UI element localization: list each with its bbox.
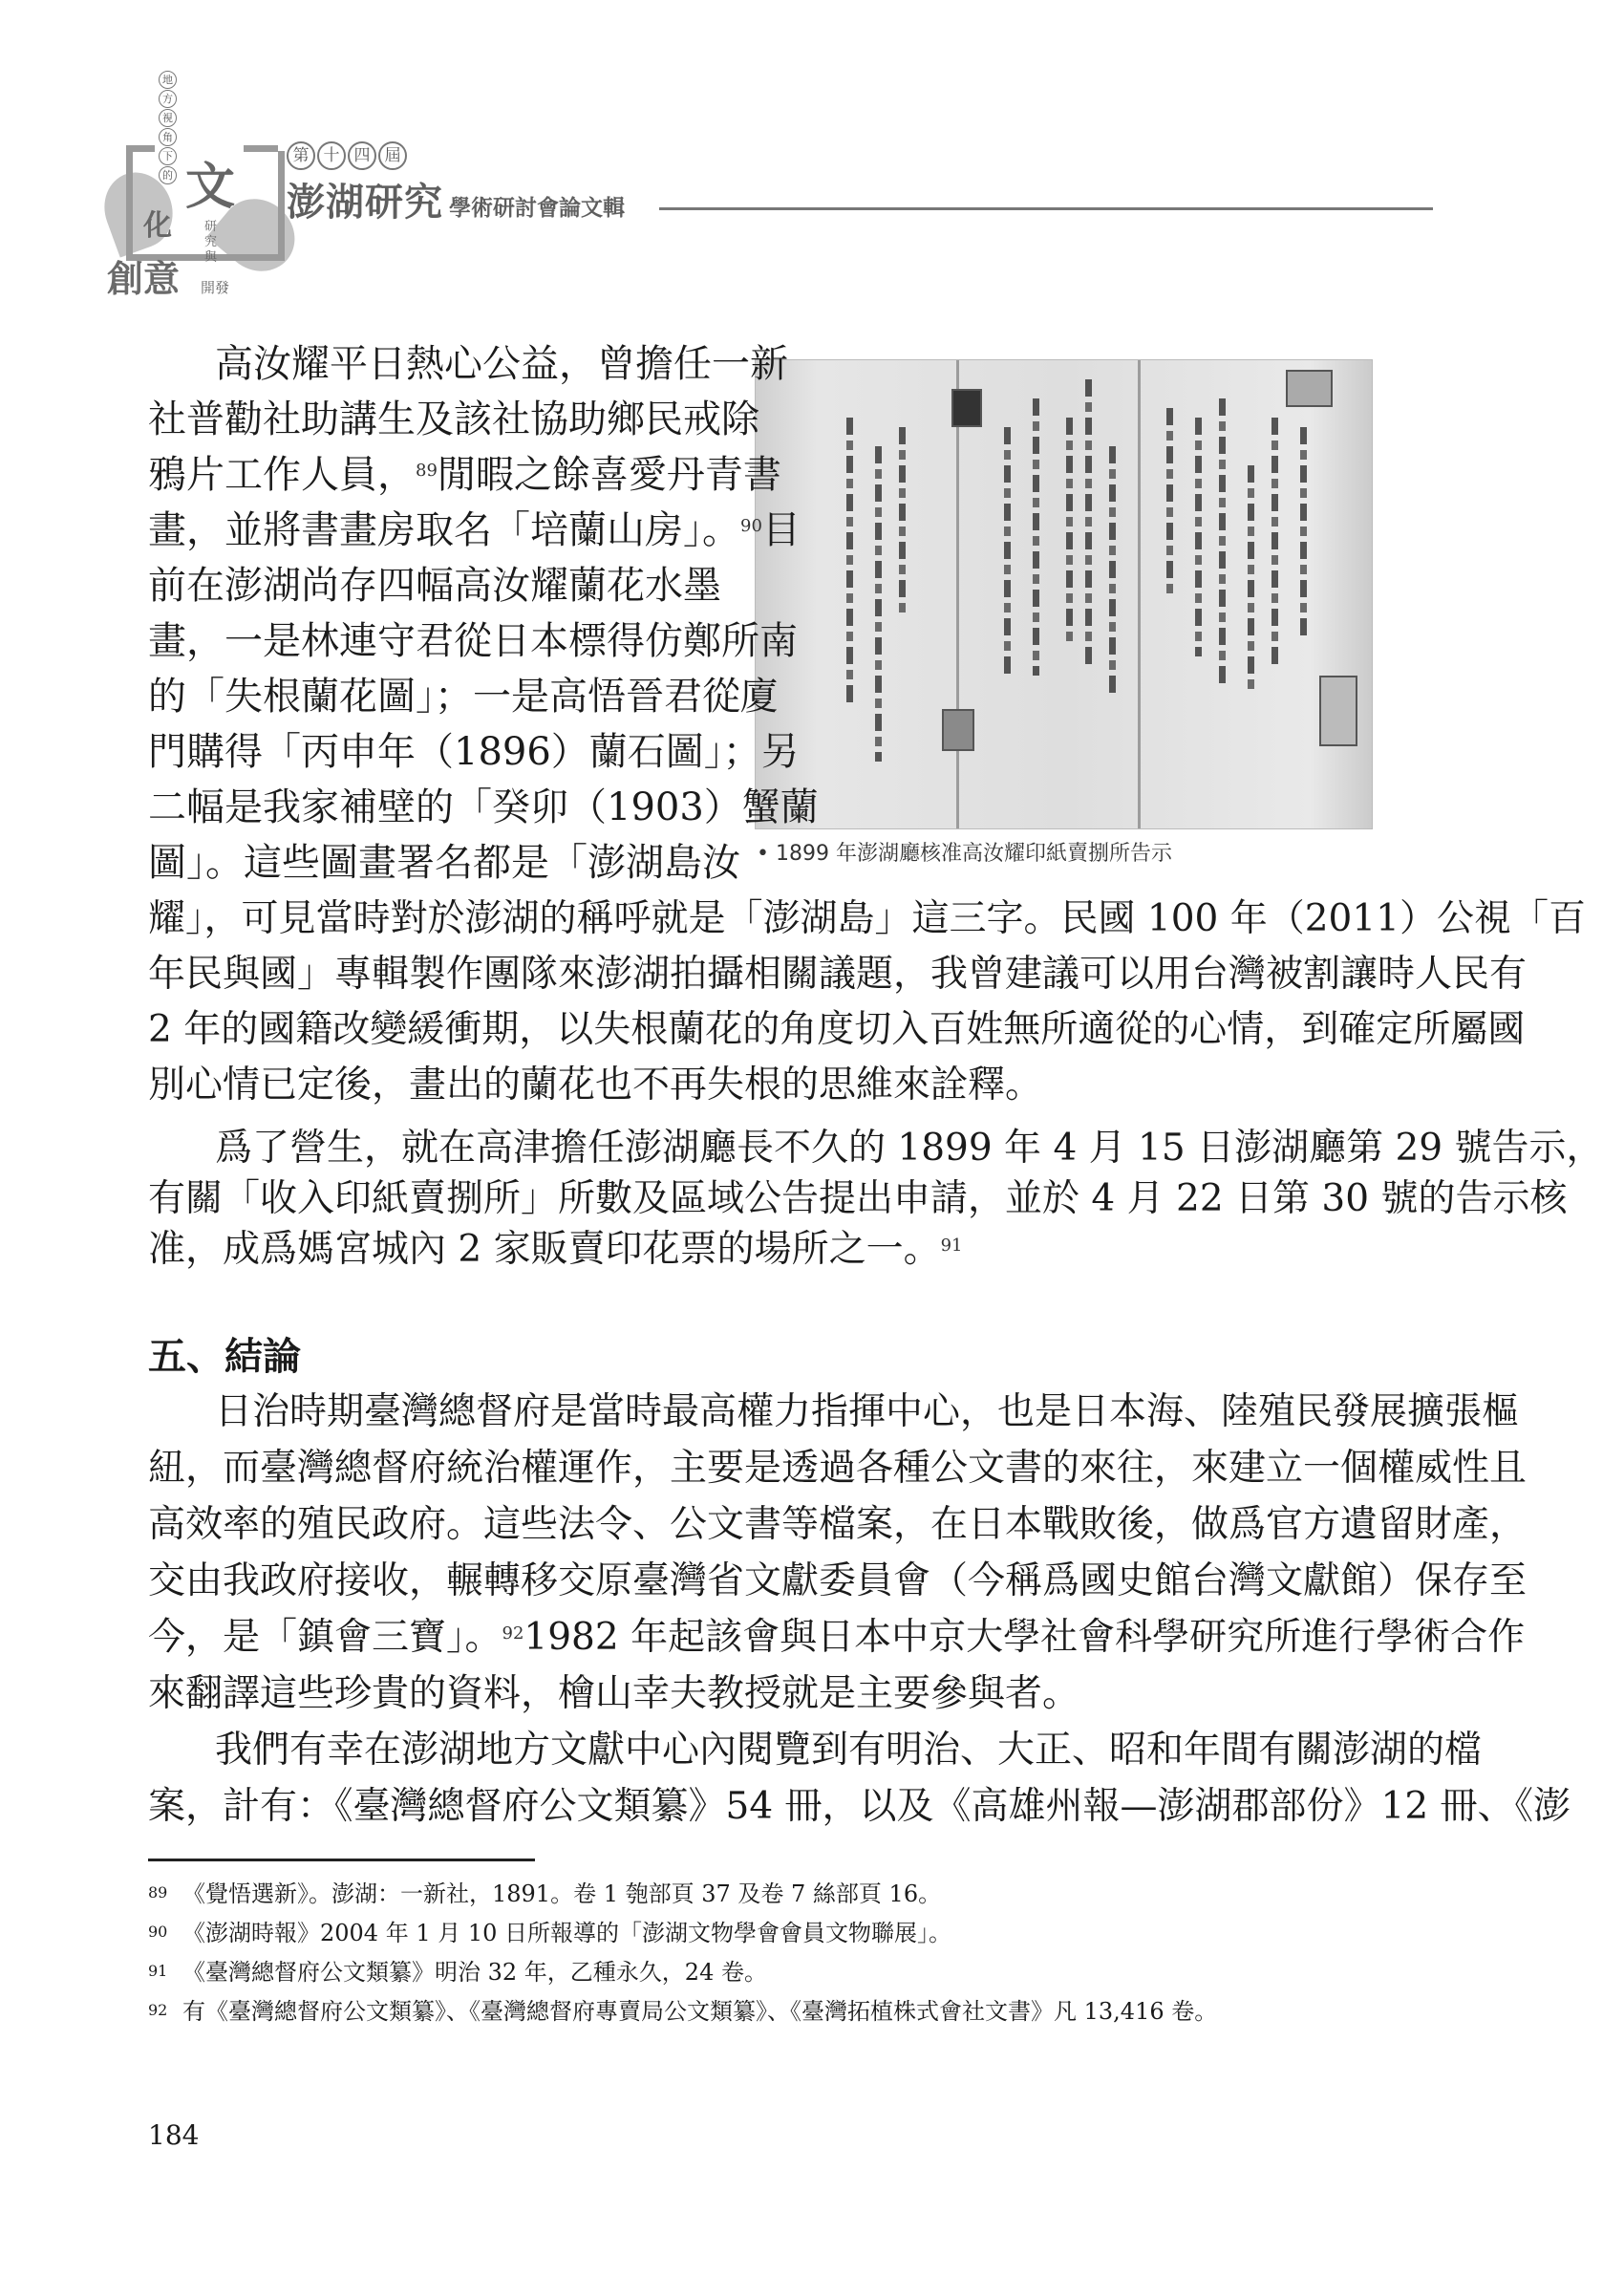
handwriting-column — [1300, 427, 1307, 637]
logo-development-text: 開發 — [201, 279, 230, 296]
text-segment: 高汝耀平日熱心公益，曾擔任一新 — [215, 342, 788, 386]
text-segment: 2 年的國籍改變緩衝期，以失根蘭花的角度切入百姓無所適從的心情，到確定所屬國 — [148, 1008, 1526, 1051]
document-fold — [1138, 360, 1141, 828]
text-segment: 准，成爲媽宮城內 2 家販賣印花票的場所之一。 — [148, 1228, 941, 1271]
text-segment: 今，是「鎮會三寶」。 — [148, 1616, 502, 1659]
text-line — [148, 558, 721, 613]
footnotes — [148, 1875, 1217, 2031]
text-line — [148, 724, 800, 780]
figure-caption — [757, 837, 1172, 867]
footnote — [148, 1875, 1217, 1914]
text-line — [148, 1058, 1376, 1113]
text-line — [148, 336, 788, 392]
text-segment: 鴉片工作人員， — [148, 453, 416, 497]
caption-bullet: • — [757, 842, 769, 866]
handwriting-column — [899, 427, 906, 618]
footnote-ref[interactable]: 89 — [416, 461, 438, 481]
text-line — [148, 392, 759, 447]
document-seal — [951, 389, 982, 427]
text-segment: 爲了營生，就在高津擔任澎湖廳長不久的 1899 年 4 月 15 日澎湖廳第 29 號告示， — [215, 1127, 1604, 1170]
logo-creativity-text: 創意 — [107, 257, 181, 300]
text-segment: 高效率的殖民政府。這些法令、公文書等檔案，在日本戰敗後，做爲官方遺留財產， — [148, 1503, 1528, 1546]
footnote-text: 《覺悟選新》。澎湖：一新社，1891。卷 1 匏部頁 37 及卷 7 絲部頁 16。 — [182, 1880, 942, 1907]
edition-label — [287, 141, 407, 170]
logo-char: 視 — [159, 109, 177, 127]
caption-text: 1899 年澎湖廳核准高汝耀印紙賣捌所告示 — [775, 842, 1172, 866]
text-segment: 1982 年起該會與日本中京大學社會科學研究所進行學術合作 — [524, 1616, 1526, 1659]
text-line — [148, 1722, 1483, 1778]
footnote-text: 有《臺灣總督府公文類纂》、《臺灣總督府專賣局公文類纂》、《臺灣拓植株式會社文書》凡 13,416 卷。 — [182, 1998, 1218, 2025]
text-line — [148, 613, 798, 669]
document-seal — [942, 709, 974, 751]
text-segment: 紐，而臺灣總督府統治權運作，主要是透過各種公文書的來往，來建立一個權威性且 — [148, 1447, 1528, 1490]
footnote — [148, 1953, 1217, 1992]
text-segment: 我們有幸在澎湖地方文獻中心內閱覽到有明治、大正、昭和年間有關澎湖的檔 — [215, 1729, 1483, 1772]
text-line — [148, 1778, 1571, 1835]
text-line — [148, 1553, 1528, 1609]
series-title-sub: 學術研討會論文輯 — [449, 196, 625, 221]
series-title-main: 澎湖研究 — [287, 181, 443, 225]
footnote-text: 《澎湖時報》2004 年 1 月 10 日所報導的「澎湖文物學會會員文物聯展」。 — [182, 1920, 952, 1946]
edition-char: 四 — [348, 141, 376, 170]
text-line — [148, 503, 801, 558]
logo-char-hua: 化 — [143, 209, 172, 243]
text-segment: 日治時期臺灣總督府是當時最高權力指揮中心，也是日本海、陸殖民發展擴張樞 — [215, 1390, 1520, 1433]
document-fold — [956, 360, 959, 828]
text-segment: 畫，一是林連守君從日本標得仿鄭所南 — [148, 619, 798, 663]
paragraph — [148, 1123, 1604, 1275]
handwriting-column — [1195, 418, 1202, 656]
text-line — [148, 1123, 1604, 1173]
conference-logo — [105, 67, 296, 300]
footnote-text: 《臺灣總督府公文類纂》明治 32 年，乙種永久，24 卷。 — [182, 1959, 767, 1986]
footnote — [148, 1914, 1217, 1953]
paragraph-wrap-left — [148, 336, 819, 891]
logo-small-chars — [159, 71, 178, 184]
text-line — [148, 1440, 1528, 1496]
footnote-number: 91 — [148, 1962, 168, 1980]
text-segment: 年民與國」專輯製作團隊來澎湖拍攝相關議題，我曾建議可以用台灣被割讓時人民有 — [148, 953, 1528, 996]
logo-research-text: 研究與 — [204, 220, 218, 265]
text-segment: 有關「收入印紙賣捌所」所數及區域公告提出申請，並於 4 月 22 日第 30 號的告示核 — [148, 1177, 1568, 1220]
footnote-rule — [148, 1859, 535, 1861]
text-segment: 門購得「丙申年（1896）蘭石圖」；另 — [148, 730, 800, 774]
document-seal — [1319, 676, 1357, 746]
text-segment: 的「失根蘭花圖」；一是高悟晉君從廈 — [148, 675, 779, 719]
logo-char: 的 — [159, 166, 177, 184]
text-line — [148, 1609, 1526, 1666]
text-line — [148, 1173, 1568, 1224]
footnote-number: 90 — [148, 1923, 168, 1941]
text-segment: 案，計有：《臺灣總督府公文類纂》54 冊，以及《高雄州報—澎湖郡部份》12 冊、《澎 — [148, 1785, 1571, 1828]
section-heading: 五、結論 — [148, 1334, 301, 1379]
text-line — [148, 1496, 1528, 1553]
footnote-ref[interactable]: 90 — [740, 516, 762, 536]
logo-char: 地 — [159, 71, 177, 89]
historical-document-photo — [755, 359, 1373, 829]
handwriting-column — [1085, 379, 1092, 666]
paragraph-continued — [148, 892, 1586, 1113]
text-line — [148, 780, 819, 835]
text-segment: 別心情已定後，畫出的蘭花也不再失根的思維來詮釋。 — [148, 1064, 1043, 1107]
text-line — [148, 447, 781, 503]
handwriting-column — [1033, 398, 1039, 676]
footnote — [148, 1992, 1217, 2031]
footnote-ref[interactable]: 91 — [940, 1236, 963, 1256]
handwriting-column — [1066, 418, 1073, 647]
logo-char: 方 — [159, 90, 177, 108]
text-line — [148, 892, 1586, 947]
text-segment: 二幅是我家補壁的「癸卯（1903）蟹蘭 — [148, 785, 819, 829]
text-segment: 耀」，可見當時對於澎湖的稱呼就是「澎湖島」這三字。民國 100 年（2011）公視「百 — [148, 897, 1586, 940]
text-line — [148, 947, 1528, 1002]
handwriting-column — [1166, 408, 1173, 599]
handwriting-column — [1109, 446, 1116, 695]
handwriting-column — [1248, 465, 1254, 695]
page-number: 184 — [148, 2119, 200, 2151]
footnote-number: 92 — [148, 2001, 168, 2019]
text-segment: 社普勸社助講生及該社協助鄉民戒除 — [148, 398, 759, 441]
edition-char: 第 — [287, 141, 315, 170]
text-segment: 前在澎湖尚存四幅高汝耀蘭花水墨 — [148, 564, 721, 608]
text-line — [148, 1666, 1376, 1722]
text-segment: 閒暇之餘喜愛丹青書 — [437, 453, 781, 497]
document-seal — [1286, 370, 1333, 407]
text-segment: 來翻譯這些珍貴的資料，檜山幸夫教授就是主要參與者。 — [148, 1672, 1080, 1715]
logo-char: 角 — [159, 128, 177, 146]
text-segment: 交由我政府接收，輾轉移交原臺灣省文獻委員會（今稱爲國史館台灣文獻館）保存至 — [148, 1559, 1528, 1602]
text-line — [148, 1224, 1376, 1275]
handwriting-column — [1219, 398, 1226, 685]
header-rule — [659, 207, 1433, 210]
text-line — [148, 669, 779, 724]
edition-char: 屆 — [378, 141, 407, 170]
edition-char: 十 — [317, 141, 346, 170]
series-title — [287, 172, 625, 226]
text-line — [148, 835, 740, 891]
text-segment: 圖」。這些圖畫署名都是「澎湖島汝 — [148, 841, 740, 885]
handwriting-column — [1271, 418, 1278, 666]
handwriting-column — [875, 446, 882, 762]
handwriting-column — [1004, 427, 1011, 676]
footnote-ref[interactable]: 92 — [502, 1623, 524, 1644]
text-line — [148, 1002, 1526, 1058]
text-segment: 畫，並將書畫房取名「培蘭山房」。 — [148, 508, 740, 552]
text-segment: 目 — [761, 508, 801, 552]
text-line — [148, 1384, 1520, 1440]
logo-char-wen: 文 — [185, 158, 236, 216]
footnote-number: 89 — [148, 1883, 168, 1902]
logo-char: 下 — [159, 147, 177, 165]
section-paragraphs — [148, 1384, 1571, 1835]
handwriting-column — [846, 418, 853, 704]
